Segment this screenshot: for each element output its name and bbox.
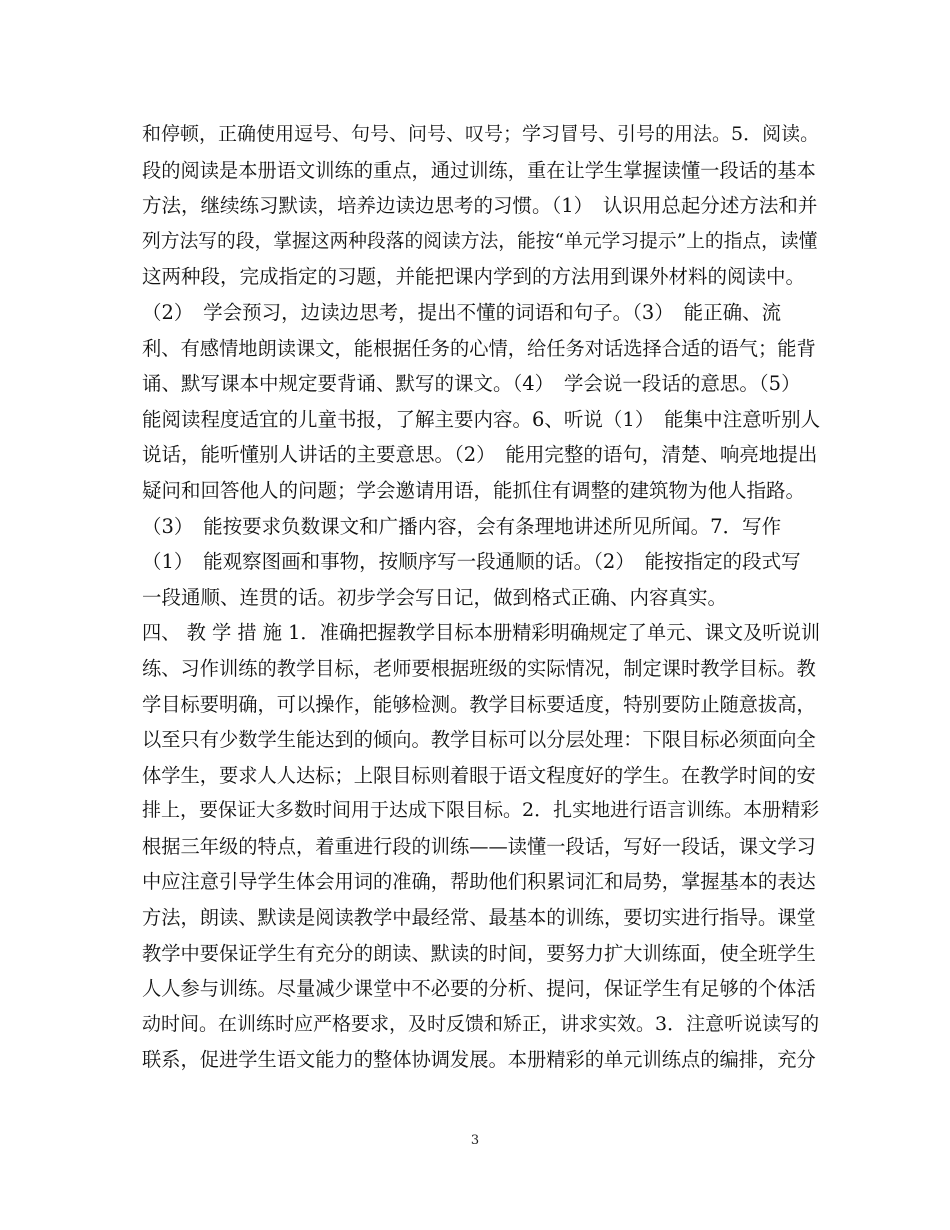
text-line: 说话，能听懂别人讲话的主要意思。（2） 能用完整的语句，清楚、响亮地提出 (142, 443, 818, 467)
text-line: 诵、默写课本中规定要背诵、默写的课文。（4） 学会说一段话的意思。（5） (142, 372, 801, 396)
text-line: 教学中要保证学生有充分的朗读、默读的时间，要努力扩大训练面，使全班学生 (142, 941, 816, 965)
text-line: 以至只有少数学生能达到的倾向。教学目标可以分层处理：下限目标必须面向全 (142, 728, 816, 752)
text-line: （1） 能观察图画和事物，按顺序写一段通顺的话。（2） 能按指定的段式写 (142, 550, 801, 574)
text-line: 中应注意引导学生体会用词的准确，帮助他们积累词汇和局势，掌握基本的表达 (142, 870, 816, 894)
text-line: 联系，促进学生语文能力的整体协调发展。本册精彩的单元训练点的编排，充分 (142, 1048, 816, 1072)
text-line: 这两种段，完成指定的习题，并能把课内学到的方法用到课外材料的阅读中。 (142, 265, 806, 289)
section-heading-line: 四、 教 学 措 施 1．准确把握教学目标本册精彩明确规定了单元、课文及听说训 (142, 621, 821, 645)
text-line: 能阅读程度适宜的儿童书报，了解主要内容。6、听说（1） 能集中注意听别人 (142, 407, 821, 431)
text-line: （2） 学会预习，边读边思考，提出不懂的词语和句子。（3） 能正确、流 (142, 300, 782, 324)
page-number: 3 (470, 1133, 480, 1148)
text-line: 练、习作训练的教学目标，老师要根据班级的实际情况，制定课时教学目标。教 (142, 656, 816, 680)
text-line: （3） 能按要求负数课文和广播内容，会有条理地讲述所见所闻。7．写作 (142, 514, 782, 538)
text-line: 人人参与训练。尽量减少课堂中不必要的分析、提问，保证学生有足够的个体活 (142, 977, 816, 1001)
text-line: 和停顿，正确使用逗号、句号、问号、叹号；学习冒号、引号的用法。5．阅读。 (142, 123, 820, 145)
text-line: 列方法写的段，掌握这两种段落的阅读方法，能按“单元学习提示”上的指点，读懂 (142, 230, 818, 252)
text-line: 体学生，要求人人达标；上限目标则着眼于语文程度好的学生。在教学时间的安 (142, 763, 816, 787)
text-line: 方法，朗读、默读是阅读教学中最经常、最基本的训练，要切实进行指导。课堂 (142, 906, 816, 930)
text-line: 根据三年级的特点，着重进行段的训练——读懂一段话，写好一段话，课文学习 (142, 834, 816, 858)
text-line: 方法，继续练习默读，培养边读边思考的习惯。（1） 认识用总起分述方法和并 (142, 194, 818, 218)
body-text (142, 117, 822, 1078)
text-line: 疑问和回答他人的问题；学会邀请用语，能抓住有调整的建筑物为他人指路。 (142, 478, 806, 502)
text-line: 利、有感情地朗读课文，能根据任务的心情，给任务对话选择合适的语气；能背 (142, 336, 816, 360)
text-line: 排上，要保证大多数时间用于达成下限目标。2．扎实地进行语言训练。本册精彩 (142, 799, 820, 822)
text-line: 一段通顺、连贯的话。初步学会写日记，做到格式正确、内容真实。 (142, 585, 728, 609)
text-line: 学目标要明确，可以操作，能够检测。教学目标要适度，特别要防止随意拔高， (142, 692, 816, 716)
text-line: 段的阅读是本册语文训练的重点，通过训练，重在让学生掌握读懂一段话的基本 (142, 158, 816, 182)
text-line: 动时间。在训练时应严格要求，及时反馈和矫正，讲求实效。3．注意听说读写的 (142, 1012, 820, 1035)
